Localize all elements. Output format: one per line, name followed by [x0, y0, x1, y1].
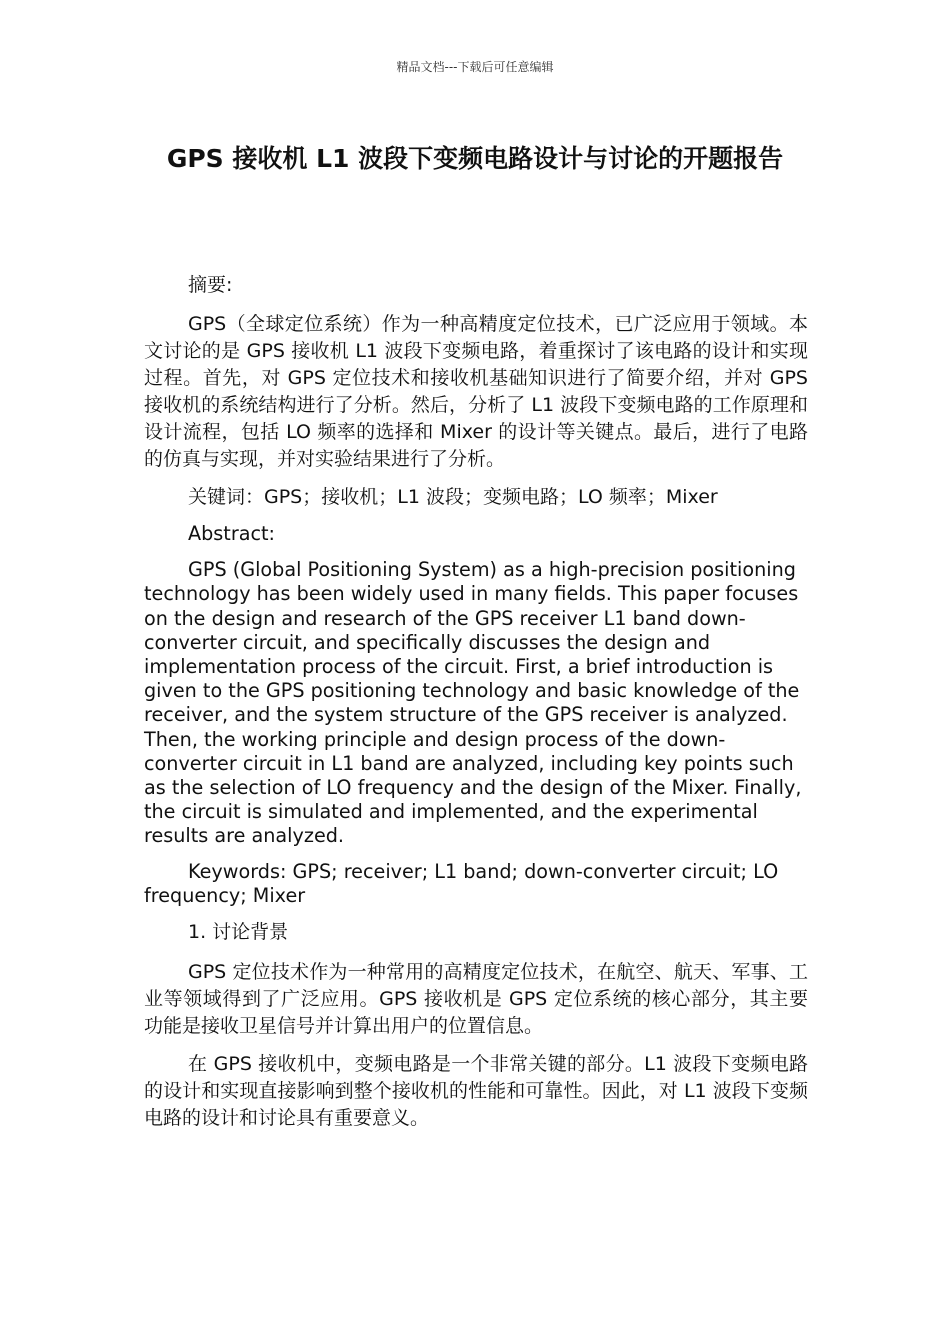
page-header-watermark: 精品文档---下载后可任意编辑 — [396, 60, 554, 74]
abstract-en-label: Abstract: — [188, 522, 276, 545]
abstract-cn-label: 摘要: — [188, 274, 233, 296]
section-paragraph-2: 在 GPS 接收机中，变频电路是一个非常关键的部分。L1 波段下变频电路的设计和实现直接影响到整个接收机的性能和可靠性。因此，对 L1 波段下变频电路的设计和讨论具有重要意义。 — [144, 1053, 808, 1130]
section-heading: 1. 讨论背景 — [188, 921, 289, 944]
section-paragraph-1: GPS 定位技术作为一种常用的高精度定位技术，在航空、航天、军事、工业等领域得到了广泛应用。GPS 接收机是 GPS 定位系统的核心部分，其主要功能是接收卫星信号并计算出用户的位置信息。 — [144, 961, 808, 1038]
abstract-cn-body: GPS（全球定位系统）作为一种高精度定位技术，已广泛应用于领域。本文讨论的是 GPS 接收机 L1 波段下变频电路，着重探讨了该电路的设计和实现过程。首先，对 GPS 定位技术和接收机基础知识进行了简要介绍，并对 GPS 接收机的系统结构进行了分析。然后，分析了 L1 波段下变频电路的工作原理和设计流程，包括 LO 频率的选择和 Mixer 的设计等关键点。最后，进行了电路的仿真与实现，并对实验结果进行了分析。 — [144, 313, 808, 470]
keywords-cn: 关键词：GPS；接收机；L1 波段；变频电路；LO 频率；Mixer — [188, 486, 718, 508]
document-title: GPS 接收机 L1 波段下变频电路设计与讨论的开题报告 — [166, 144, 784, 173]
document-body — [144, 272, 808, 1143]
keywords-en: Keywords: GPS; receiver; L1 band; down-converter circuit; LO frequency; Mixer — [144, 859, 779, 907]
abstract-en-body: GPS (Global Positioning System) as a high-precision positioning technology has been widely used in many fields. This paper focuses on the design and research of the GPS receiver L1 band down-converter circuit, and specifically discusses the design and implementation process of the circuit. First, a brief introduction is given to the GPS positioning technology and basic knowledge of the receiver, and the system structure of the GPS receiver is analyzed. Then, the working principle and design process of the down-converter circuit in L1 band are analyzed, including key points such as the selection of LO frequency and the design of the Mixer. Finally, the circuit is simulated and implemented, and the experimental results are analyzed. — [144, 558, 802, 848]
